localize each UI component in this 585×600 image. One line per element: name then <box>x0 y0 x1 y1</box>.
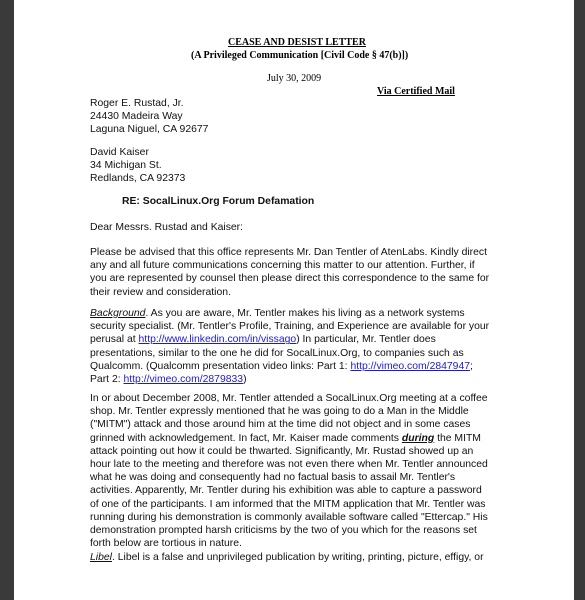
recipient-address <box>90 146 185 186</box>
subject-line: RE: SocalLinux.Org Forum Defamation <box>122 196 315 207</box>
document-page <box>14 0 574 600</box>
vimeo-part2-link[interactable]: http://vimeo.com/2879833 <box>123 374 244 386</box>
sender-street: 24430 Madeira Way <box>90 111 183 123</box>
paragraph-libel: Libel. Libel is a false and unprivileged publication by writing, printing, picture, effigy, or <box>90 552 484 563</box>
letter-title: CEASE AND DESIST LETTER <box>228 37 366 48</box>
sender-city: Laguna Niguel, CA 92677 <box>90 124 209 136</box>
paragraph-background: Background. As you are aware, Mr. Tentler makes his living as a network systems security specialist. (Mr. Tentler's Profile, Training, and Experience are available for your perusal at http://www.linkedin.com/in/vissago) In particular, Mr. Tentler does presentations, similar to the one he did for SocalLinux.Org, to companies such as Qualcomm. (Qualcomm presentation video links: Part 1: http://vimeo.com/2847947; Part 2: http://vimeo.com/2879833) <box>90 308 490 386</box>
delivery-method: Via Certified Mail <box>377 86 455 97</box>
sender-address <box>90 97 208 137</box>
paragraph-incident: In or about December 2008, Mr. Tentler attended a SocalLinux.Org meeting at a coffee shop. Mr. Tentler expressly mentioned that he was going to do a Man in the Middle ("MITM") attack and those around him at the time did not object and in some cases grinned with acknowledgement. In fact, Mr. Kaiser made comments during the MITM attack pointing out how it could be thwarted. Significantly, Mr. Rustad showed up an hour late to the meeting and therefore was not even there when Mr. Tentler announced what he was doing and consequently had no factual basis to assail Mr. Tentler's activities. Apparently, Mr. Tentler during his exhibition was able to capture a password of one of the participants. I am informed that the MITM application that Mr. Tentler was running during his demonstration is commonly available software called "Ettercap." His demonstration prompted harsh criticisms by the two of you which for the reasons set forth below are tortious in nature. <box>90 393 488 550</box>
background-heading: Background <box>90 308 146 319</box>
paragraph-representation: Please be advised that this office represents Mr. Dan Tentler of AtenLabs. Kindly direct any and all future communications concerning this matter to our attention. Further, if you are represented by counsel then please direct this correspondence to the same for their review and consideration. <box>90 247 490 298</box>
recipient-city: Redlands, CA 92373 <box>90 173 186 185</box>
linkedin-link[interactable]: http://www.linkedin.com/in/vissago <box>138 334 297 346</box>
vimeo-part1-link[interactable]: http://vimeo.com/2847947 <box>350 360 471 372</box>
recipient-street: 34 Michigan St. <box>90 160 162 172</box>
libel-heading: Libel <box>90 552 112 563</box>
recipient-name: David Kaiser <box>90 147 149 158</box>
sender-name: Roger E. Rustad, Jr. <box>90 98 184 109</box>
salutation: Dear Messrs. Rustad and Kaiser: <box>90 222 244 233</box>
letter-date: July 30, 2009 <box>267 73 322 84</box>
letter-subtitle: (A Privileged Communication [Civil Code § 47(b)]) <box>191 50 409 61</box>
emphasis-during: during <box>401 432 435 444</box>
